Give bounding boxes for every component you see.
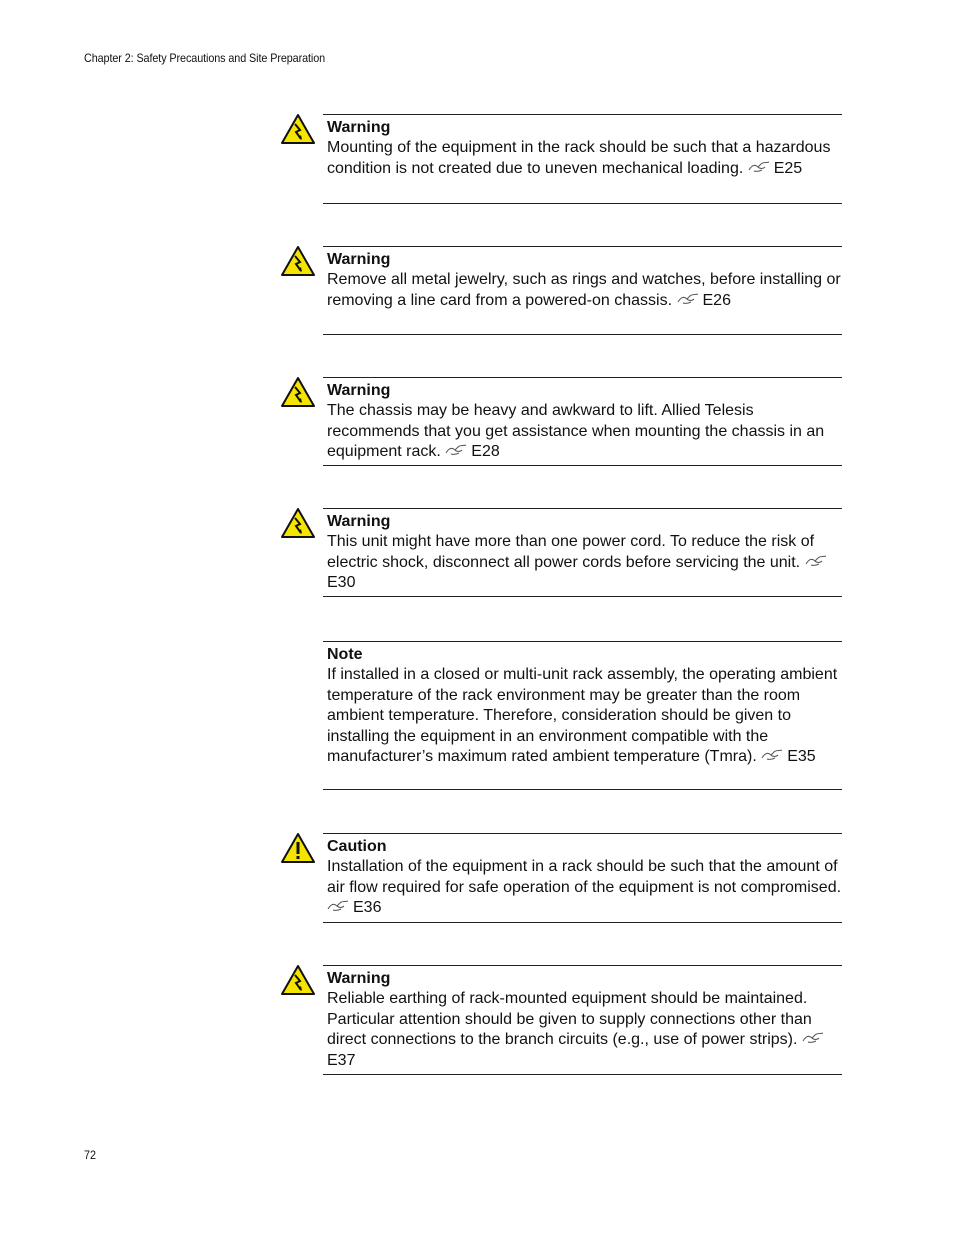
caution-notice: [323, 833, 842, 923]
pointing-hand-icon: [677, 293, 701, 305]
notice-title: Warning: [327, 513, 391, 530]
translation-code: E37: [327, 1051, 356, 1069]
pointing-hand-icon: [445, 444, 469, 456]
translation-code: E25: [773, 159, 803, 177]
translation-code: E28: [471, 443, 500, 460]
notice-body: [327, 665, 842, 768]
notice-text: Reliable earthing of rack-mounted equipment should be maintained. Particular attention should be given to supply connections other than direct connections to the branch circuits (e.g., use of power strips).: [327, 990, 812, 1048]
electrical-hazard-icon: [281, 113, 315, 145]
notice-text: If installed in a closed or multi-unit rack assembly, the operating ambient temperature of the rack environment may be greater than the room ambient temperature. Therefore, consideration should be given to installing the equipment in an environment compatible with the manufacturer’s maximum rated ambient temperature (Tmra).: [327, 666, 838, 765]
notice-title: Caution: [327, 838, 387, 855]
electrical-hazard-icon: [281, 964, 315, 996]
notice-body: [327, 270, 842, 311]
warning-notice: [323, 508, 842, 597]
translation-code: E30: [327, 574, 356, 591]
notice-body: [327, 138, 842, 179]
pointing-hand-icon: [802, 1032, 826, 1044]
electrical-hazard-icon: [281, 507, 315, 539]
notice-text: This unit might have more than one power cord. To reduce the risk of electric shock, disconnect all power cords before servicing the unit.: [327, 533, 815, 571]
pointing-hand-icon: [327, 900, 351, 912]
notice-text: Mounting of the equipment in the rack should be such that a hazardous condition is not created due to uneven mechanical loading.: [327, 139, 831, 177]
caution-icon: [281, 832, 315, 864]
electrical-hazard-icon: [281, 376, 315, 408]
notice-title: Warning: [327, 970, 391, 987]
notice-body: [327, 401, 842, 463]
warning-notice: [323, 246, 842, 335]
page-number: 72: [84, 1148, 97, 1162]
notice-title: Warning: [327, 382, 391, 399]
running-header: Chapter 2: Safety Precautions and Site Preparation: [84, 51, 326, 65]
warning-notice: [323, 965, 842, 1075]
notice-title: Note: [327, 646, 363, 663]
notice-body: [327, 989, 842, 1071]
notice-text: Installation of the equipment in a rack should be such that the amount of air flow required for safe operation of the equipment is not compromised.: [327, 858, 842, 896]
notice-title: Warning: [327, 119, 391, 136]
notice-text: The chassis may be heavy and awkward to lift. Allied Telesis recommends that you get assistance when mounting the chassis in an equipment rack.: [327, 402, 825, 460]
translation-code: E36: [353, 899, 382, 916]
translation-code: E26: [702, 291, 731, 309]
pointing-hand-icon: [805, 555, 829, 567]
notice-text: Remove all metal jewelry, such as rings and watches, before installing or removing a line card from a powered-on chassis.: [327, 271, 841, 309]
warning-notice: [323, 114, 842, 204]
notice-title: Warning: [327, 251, 391, 268]
notice-body: [327, 857, 842, 919]
pointing-hand-icon: [761, 749, 785, 761]
warning-notice: [323, 377, 842, 466]
note-notice: [323, 641, 842, 790]
notice-body: [327, 532, 842, 594]
pointing-hand-icon: [748, 161, 772, 173]
electrical-hazard-icon: [281, 245, 315, 277]
translation-code: E35: [787, 748, 816, 765]
